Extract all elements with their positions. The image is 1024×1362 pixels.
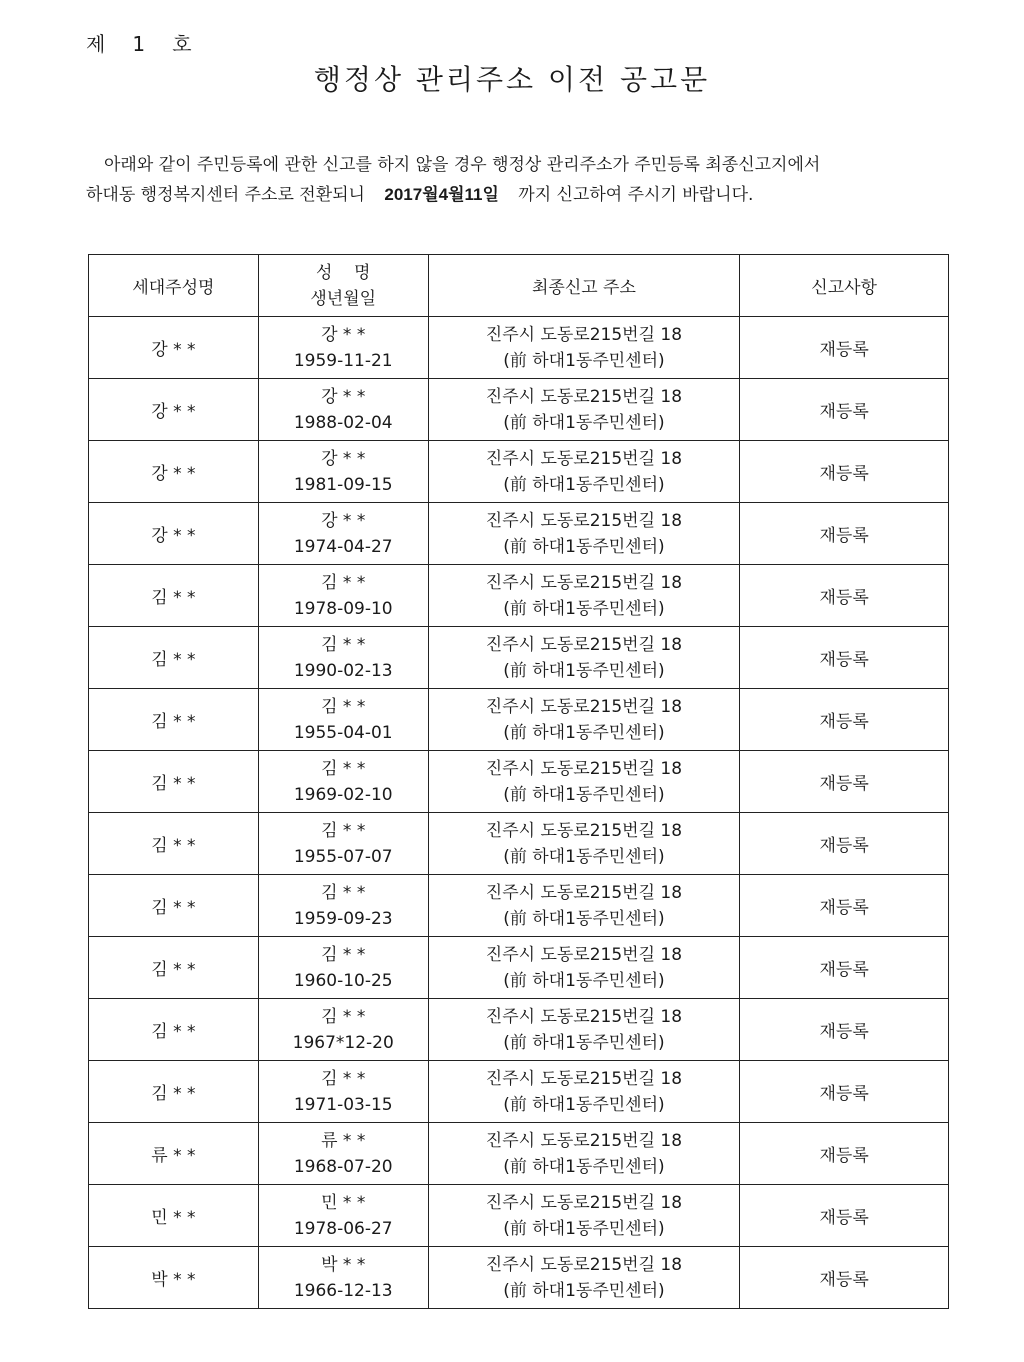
- address-cell: [428, 317, 740, 379]
- household-head-cell: 김 * *: [89, 751, 259, 813]
- address-cell: [428, 1061, 740, 1123]
- address-cell: [428, 813, 740, 875]
- name-birth-cell: [258, 317, 428, 379]
- address-cell: [428, 875, 740, 937]
- name-birth-cell: [258, 441, 428, 503]
- table-row: [89, 441, 949, 503]
- table-row: [89, 875, 949, 937]
- address-cell: [428, 1123, 740, 1185]
- address-line-1: 진주시 도동로215번길 18: [485, 1130, 683, 1151]
- table-row: [89, 627, 949, 689]
- member-name: 강 * *: [321, 510, 366, 531]
- member-name: 박 * *: [321, 1254, 366, 1275]
- address-cell: [428, 441, 740, 503]
- address-line-1: 진주시 도동로215번길 18: [485, 1068, 683, 1089]
- table-row: [89, 503, 949, 565]
- status-cell: 재등록: [740, 1247, 949, 1309]
- table-row: [89, 379, 949, 441]
- address-line-2: (前 하대1동주민센터): [503, 598, 665, 619]
- address-line-2: (前 하대1동주민센터): [503, 474, 665, 495]
- address-line-1: 진주시 도동로215번길 18: [485, 386, 683, 407]
- header-address: 최종신고 주소: [428, 255, 740, 317]
- header-name-birth: [258, 255, 428, 317]
- member-name: 강 * *: [321, 386, 366, 407]
- address-line-1: 진주시 도동로215번길 18: [485, 324, 683, 345]
- address-line-2: (前 하대1동주민센터): [503, 722, 665, 743]
- address-line-1: 진주시 도동로215번길 18: [485, 882, 683, 903]
- status-cell: 재등록: [740, 1185, 949, 1247]
- status-cell: 재등록: [740, 999, 949, 1061]
- status-cell: 재등록: [740, 627, 949, 689]
- name-birth-cell: [258, 1185, 428, 1247]
- address-line-1: 진주시 도동로215번길 18: [485, 1254, 683, 1275]
- notice-line-2-before: 하대동 행정복지센터 주소로 전환되니: [86, 185, 365, 205]
- member-name: 김 * *: [321, 758, 366, 779]
- address-line-1: 진주시 도동로215번길 18: [485, 758, 683, 779]
- birth-date: 1990-02-13: [293, 660, 393, 681]
- address-line-2: (前 하대1동주민센터): [503, 1032, 665, 1053]
- name-birth-cell: [258, 503, 428, 565]
- household-head-cell: 강 * *: [89, 317, 259, 379]
- address-line-2: (前 하대1동주민센터): [503, 846, 665, 867]
- birth-date: 1978-09-10: [293, 598, 393, 619]
- header-name: 성 명: [315, 262, 371, 283]
- table-row: [89, 1247, 949, 1309]
- member-name: 김 * *: [321, 1068, 366, 1089]
- household-head-cell: 박 * *: [89, 1247, 259, 1309]
- table-row: [89, 1185, 949, 1247]
- table-row: [89, 999, 949, 1061]
- name-birth-cell: [258, 379, 428, 441]
- address-cell: [428, 751, 740, 813]
- name-birth-cell: [258, 689, 428, 751]
- name-birth-cell: [258, 937, 428, 999]
- birth-date: 1974-04-27: [293, 536, 393, 557]
- household-head-cell: 강 * *: [89, 441, 259, 503]
- birth-date: 1967*12-20: [292, 1032, 394, 1053]
- birth-date: 1955-07-07: [293, 846, 393, 867]
- birth-date: 1981-09-15: [293, 474, 393, 495]
- member-name: 김 * *: [321, 696, 366, 717]
- address-line-1: 진주시 도동로215번길 18: [485, 820, 683, 841]
- address-line-1: 진주시 도동로215번길 18: [485, 448, 683, 469]
- address-line-1: 진주시 도동로215번길 18: [485, 634, 683, 655]
- notice-table: [88, 254, 949, 1309]
- table-row: [89, 1123, 949, 1185]
- table-header-row: [89, 255, 949, 317]
- birth-date: 1966-12-13: [293, 1280, 393, 1301]
- name-birth-cell: [258, 875, 428, 937]
- household-head-cell: 강 * *: [89, 503, 259, 565]
- table-row: [89, 937, 949, 999]
- notice-line-1: 아래와 같이 주민등록에 관한 신고를 하지 않을 경우 행정상 관리주소가 주민등록 최종신고지에서: [104, 155, 821, 175]
- status-cell: 재등록: [740, 317, 949, 379]
- document-number: 제 1 호: [86, 32, 194, 56]
- deadline-date: 2017월4월11일: [384, 185, 499, 204]
- status-cell: 재등록: [740, 937, 949, 999]
- status-cell: 재등록: [740, 379, 949, 441]
- household-head-cell: 김 * *: [89, 565, 259, 627]
- status-cell: 재등록: [740, 1061, 949, 1123]
- household-head-cell: 강 * *: [89, 379, 259, 441]
- header-household-head: 세대주성명: [89, 255, 259, 317]
- name-birth-cell: [258, 813, 428, 875]
- status-cell: 재등록: [740, 565, 949, 627]
- table-row: [89, 813, 949, 875]
- address-line-2: (前 하대1동주민센터): [503, 660, 665, 681]
- address-line-1: 진주시 도동로215번길 18: [485, 510, 683, 531]
- header-birth: 생년월일: [310, 288, 377, 309]
- address-line-2: (前 하대1동주민센터): [503, 908, 665, 929]
- address-cell: [428, 503, 740, 565]
- address-line-1: 진주시 도동로215번길 18: [485, 1006, 683, 1027]
- birth-date: 1959-09-23: [293, 908, 393, 929]
- address-line-2: (前 하대1동주민센터): [503, 1280, 665, 1301]
- address-line-2: (前 하대1동주민센터): [503, 536, 665, 557]
- birth-date: 1968-07-20: [293, 1156, 393, 1177]
- notice-line-2-after: 까지 신고하여 주시기 바랍니다.: [518, 185, 754, 205]
- table-body: [89, 317, 949, 1309]
- address-cell: [428, 937, 740, 999]
- status-cell: 재등록: [740, 441, 949, 503]
- address-line-1: 진주시 도동로215번길 18: [485, 1192, 683, 1213]
- table-row: [89, 317, 949, 379]
- birth-date: 1959-11-21: [293, 350, 393, 371]
- name-birth-cell: [258, 627, 428, 689]
- birth-date: 1971-03-15: [293, 1094, 393, 1115]
- name-birth-cell: [258, 999, 428, 1061]
- address-line-1: 진주시 도동로215번길 18: [485, 944, 683, 965]
- member-name: 강 * *: [321, 324, 366, 345]
- birth-date: 1960-10-25: [293, 970, 393, 991]
- household-head-cell: 김 * *: [89, 627, 259, 689]
- address-cell: [428, 379, 740, 441]
- member-name: 김 * *: [321, 820, 366, 841]
- member-name: 민 * *: [321, 1192, 366, 1213]
- household-head-cell: 김 * *: [89, 875, 259, 937]
- member-name: 김 * *: [321, 634, 366, 655]
- member-name: 김 * *: [321, 572, 366, 593]
- notice-line-2: [86, 180, 956, 210]
- birth-date: 1969-02-10: [293, 784, 393, 805]
- address-line-2: (前 하대1동주민센터): [503, 1218, 665, 1239]
- household-head-cell: 김 * *: [89, 999, 259, 1061]
- header-status: 신고사항: [740, 255, 949, 317]
- household-head-cell: 김 * *: [89, 1061, 259, 1123]
- table-row: [89, 565, 949, 627]
- address-line-2: (前 하대1동주민센터): [503, 350, 665, 371]
- name-birth-cell: [258, 565, 428, 627]
- household-head-cell: 김 * *: [89, 937, 259, 999]
- member-name: 김 * *: [321, 944, 366, 965]
- household-head-cell: 민 * *: [89, 1185, 259, 1247]
- address-line-2: (前 하대1동주민센터): [503, 412, 665, 433]
- address-line-2: (前 하대1동주민센터): [503, 1094, 665, 1115]
- address-cell: [428, 1185, 740, 1247]
- name-birth-cell: [258, 751, 428, 813]
- status-cell: 재등록: [740, 1123, 949, 1185]
- status-cell: 재등록: [740, 503, 949, 565]
- address-line-2: (前 하대1동주민센터): [503, 970, 665, 991]
- status-cell: 재등록: [740, 813, 949, 875]
- birth-date: 1988-02-04: [293, 412, 393, 433]
- address-cell: [428, 999, 740, 1061]
- address-line-1: 진주시 도동로215번길 18: [485, 696, 683, 717]
- household-head-cell: 김 * *: [89, 813, 259, 875]
- address-cell: [428, 565, 740, 627]
- member-name: 김 * *: [321, 1006, 366, 1027]
- address-line-2: (前 하대1동주민센터): [503, 1156, 665, 1177]
- table-row: [89, 751, 949, 813]
- address-cell: [428, 1247, 740, 1309]
- household-head-cell: 류 * *: [89, 1123, 259, 1185]
- address-line-1: 진주시 도동로215번길 18: [485, 572, 683, 593]
- household-head-cell: 김 * *: [89, 689, 259, 751]
- address-cell: [428, 627, 740, 689]
- table-row: [89, 1061, 949, 1123]
- name-birth-cell: [258, 1061, 428, 1123]
- notice-body: [86, 150, 956, 210]
- name-birth-cell: [258, 1247, 428, 1309]
- address-line-2: (前 하대1동주민센터): [503, 784, 665, 805]
- name-birth-cell: [258, 1123, 428, 1185]
- birth-date: 1955-04-01: [293, 722, 393, 743]
- status-cell: 재등록: [740, 751, 949, 813]
- status-cell: 재등록: [740, 689, 949, 751]
- address-cell: [428, 689, 740, 751]
- member-name: 강 * *: [321, 448, 366, 469]
- birth-date: 1978-06-27: [293, 1218, 393, 1239]
- table-row: [89, 689, 949, 751]
- member-name: 류 * *: [321, 1130, 366, 1151]
- status-cell: 재등록: [740, 875, 949, 937]
- member-name: 김 * *: [321, 882, 366, 903]
- page-title: 행정상 관리주소 이전 공고문: [313, 63, 711, 96]
